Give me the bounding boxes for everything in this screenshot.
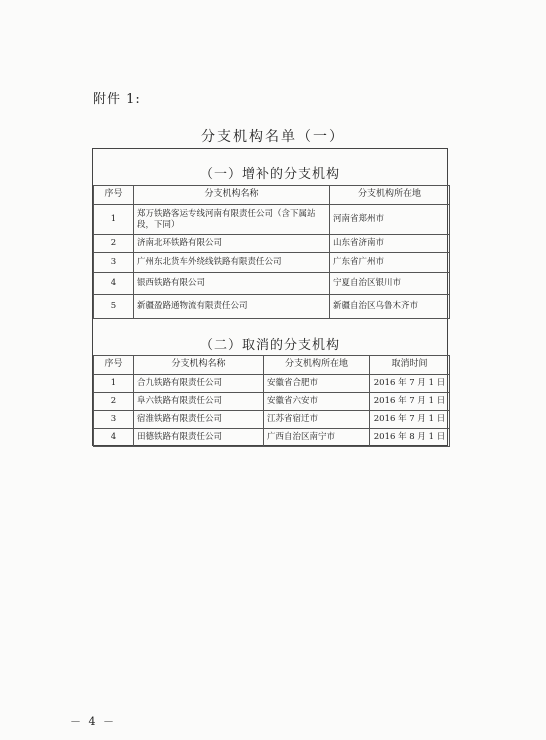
header-cancel-date: 取消时间 (370, 356, 450, 375)
branch-name: 阜六铁路有限责任公司 (134, 393, 264, 411)
removed-section-title: （二）取消的分支机构 (199, 338, 340, 353)
row-index: 4 (94, 429, 134, 447)
row-index: 2 (94, 235, 134, 253)
page-number: － 4 － (70, 715, 116, 728)
row-index: 2 (94, 393, 134, 411)
cancel-date: 2016 年 8 月 1 日 (370, 429, 450, 447)
table-row (94, 411, 450, 429)
branch-name: 合九铁路有限责任公司 (134, 375, 264, 393)
cancel-date: 2016 年 7 月 1 日 (370, 393, 450, 411)
branch-name: 济南北环铁路有限公司 (134, 235, 330, 253)
table-row (94, 393, 450, 411)
table-row (94, 253, 450, 273)
branch-list-frame (92, 148, 448, 446)
branch-location: 江苏省宿迁市 (264, 411, 370, 429)
branch-location: 河南省郑州市 (330, 205, 450, 235)
header-index: 序号 (94, 186, 134, 205)
branch-location: 广西自治区南宁市 (264, 429, 370, 447)
row-index: 1 (94, 205, 134, 235)
row-index: 4 (94, 273, 134, 295)
added-branches-table (93, 185, 450, 319)
branch-name: 新疆盈路通物流有限责任公司 (134, 295, 330, 319)
branch-location: 山东省济南市 (330, 235, 450, 253)
branch-location: 宁夏自治区银川市 (330, 273, 450, 295)
attachment-label: 附件 1: (93, 92, 141, 107)
branch-name: 田德铁路有限责任公司 (134, 429, 264, 447)
added-section-title: （一）增补的分支机构 (199, 167, 340, 182)
added-table-header (94, 186, 450, 205)
header-location: 分支机构所在地 (264, 356, 370, 375)
cancel-date: 2016 年 7 月 1 日 (370, 375, 450, 393)
branch-name: 郑万铁路客运专线河南有限责任公司（含下属站段，下同） (134, 205, 330, 235)
branch-location: 安徽省合肥市 (264, 375, 370, 393)
table-row (94, 429, 450, 447)
header-location: 分支机构所在地 (330, 186, 450, 205)
document-title: 分支机构名单（一） (201, 129, 345, 145)
removed-branches-table (93, 355, 450, 447)
table-row (94, 273, 450, 295)
branch-name: 广州东北货车外绕线铁路有限责任公司 (134, 253, 330, 273)
branch-location: 广东省广州市 (330, 253, 450, 273)
table-row (94, 205, 450, 235)
row-index: 5 (94, 295, 134, 319)
branch-name: 银西铁路有限公司 (134, 273, 330, 295)
row-index: 3 (94, 411, 134, 429)
branch-name: 宿淮铁路有限责任公司 (134, 411, 264, 429)
row-index: 1 (94, 375, 134, 393)
header-index: 序号 (94, 356, 134, 375)
removed-table-header (94, 356, 450, 375)
table-row (94, 295, 450, 319)
table-row (94, 235, 450, 253)
branch-location: 新疆自治区乌鲁木齐市 (330, 295, 450, 319)
branch-location: 安徽省六安市 (264, 393, 370, 411)
header-branch-name: 分支机构名称 (134, 186, 330, 205)
header-branch-name: 分支机构名称 (134, 356, 264, 375)
row-index: 3 (94, 253, 134, 273)
cancel-date: 2016 年 7 月 1 日 (370, 411, 450, 429)
table-row (94, 375, 450, 393)
